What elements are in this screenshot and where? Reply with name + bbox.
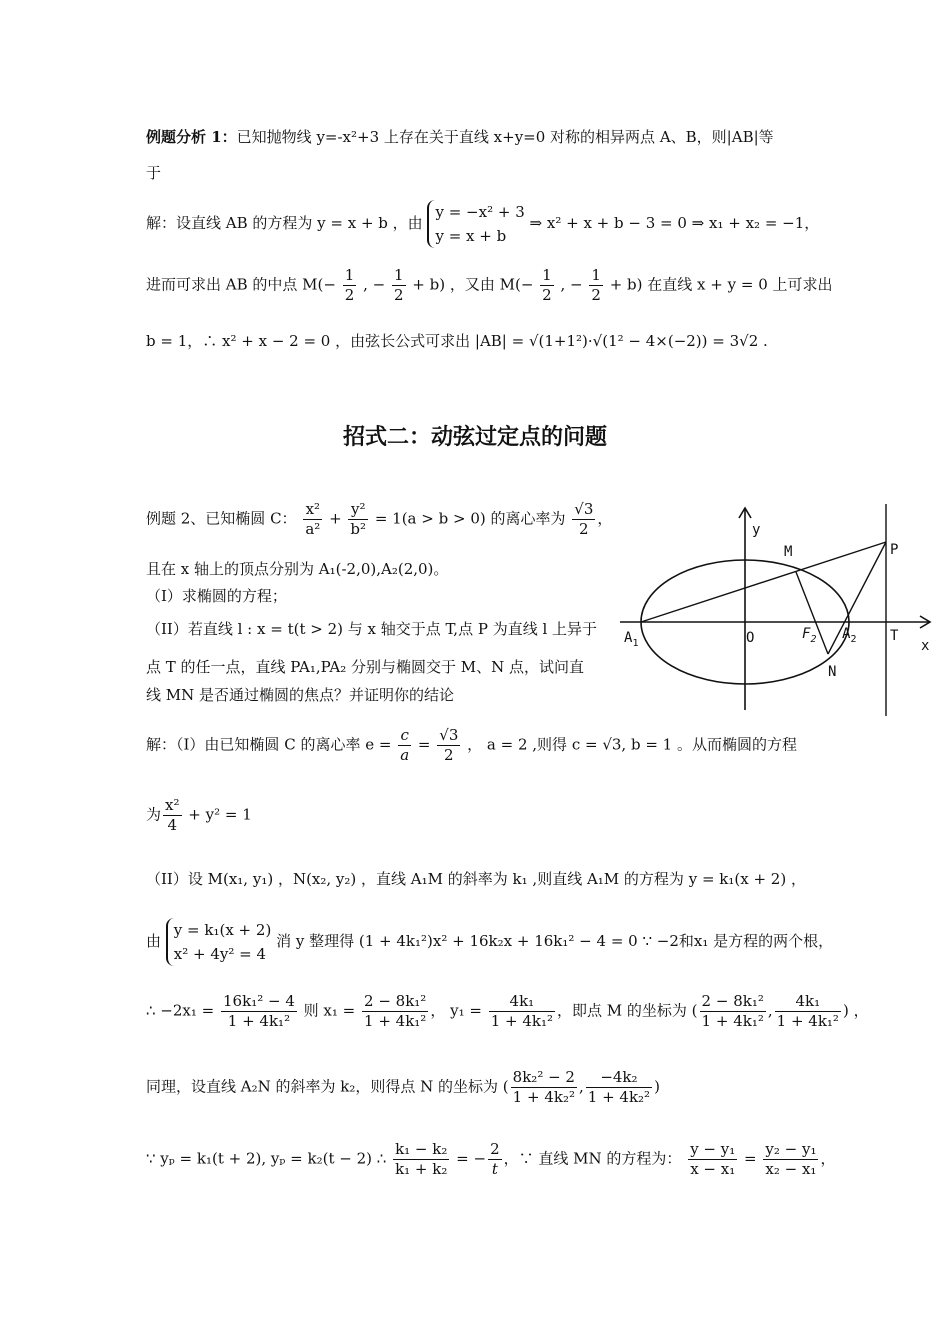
frac-den: b²: [350, 519, 367, 538]
frac-num: 4k₁: [489, 992, 555, 1012]
ellipse-figure: [618, 504, 944, 716]
label-A1-letter: A: [624, 630, 633, 646]
example2-solution-line6: [146, 1068, 660, 1107]
example2-question-part2: （II）若直线 l : x = t(t > 2) 与 x 轴交于点 T,点 P 为直线 l 上异于: [146, 620, 598, 638]
s5-f: ) ，: [842, 1001, 869, 1020]
example1-label: 例题分析 1：: [146, 128, 237, 146]
fraction: [489, 992, 555, 1031]
frac-den: x₂ − x₁: [765, 1159, 817, 1178]
s4-a: 由: [146, 932, 162, 950]
frac-den: 4: [167, 815, 178, 834]
q1-c: ，: [597, 509, 613, 528]
frac-num: x²: [303, 500, 322, 520]
fraction-half: [392, 266, 406, 305]
fraction: [221, 992, 297, 1031]
s7-c: ，∵ 直线 MN 的方程为：: [503, 1149, 682, 1168]
fraction: [488, 1140, 502, 1179]
system2-top: y = k₁(x + 2): [173, 921, 272, 939]
frac-num: x²: [165, 796, 180, 814]
s7-a: ∵ yₚ = k₁(t + 2), yₚ = k₂(t − 2) ∴: [146, 1149, 387, 1168]
frac-den: 1 + 4k₂²: [587, 1087, 651, 1106]
frac-den: 2: [344, 285, 355, 304]
example2-solution-line3: （II）设 M(x₁, y₁) ，N(x₂, y₂) ，直线 A₁M 的斜率为 k₁ ,则直线 A₁M 的方程为 y = k₁(x + 2) ，: [146, 870, 806, 888]
s5-c: ， y₁ =: [430, 1001, 482, 1020]
label-A2-letter: A: [842, 626, 851, 642]
frac-num: 2: [490, 1140, 500, 1158]
label-F2: [802, 626, 816, 645]
fraction: [586, 1068, 652, 1107]
s1-tail: ， a = 2 ,则得 c = √3, b = 1 。从而椭圆的方程: [467, 735, 797, 754]
frac-den: 1 + 4k₁²: [701, 1011, 764, 1030]
s2-a: 为: [146, 805, 162, 824]
s2-b: + y² = 1: [183, 805, 252, 824]
frac-num: 1: [591, 266, 601, 284]
example2-question-line6: 线 MN 是否通过椭圆的焦点？并证明你的结论: [146, 686, 455, 704]
s5-a: ∴ −2x₁ =: [146, 1001, 215, 1020]
frac-den: 2: [444, 745, 454, 764]
fraction: [362, 992, 428, 1031]
label-A2-sub: 2: [850, 634, 857, 645]
fraction: [763, 1140, 818, 1179]
frac-den: 2: [591, 285, 601, 304]
example2-question-line5: 点 T 的任一点，直线 PA₁,PA₂ 分别与椭圆交于 M、N 点，试问直: [146, 658, 584, 676]
s6-b: ,: [578, 1077, 584, 1096]
s7-b: = −: [451, 1149, 487, 1168]
sol1-post: ⇒ x² + x + b − 3 = 0 ⇒ x₁ + x₂ = −1，: [529, 214, 820, 232]
example2-solution-line2: [146, 796, 252, 835]
frac-num: k₁ − k₂: [395, 1140, 448, 1158]
sol2-b: , −: [363, 275, 386, 294]
frac-num: −4k₂: [586, 1068, 652, 1088]
example1-solution-line3: b = 1，∴ x² + x − 2 = 0 ，由弦长公式可求出 |AB| = √(1+1²)·√(1² − 4×(−2)) = 3√2 .: [146, 332, 768, 350]
example1-problem-line1: [146, 126, 774, 147]
q1-b: = 1(a > b > 0) 的离心率为: [374, 509, 566, 528]
fraction: [775, 992, 841, 1031]
section-title: 招式二：动弦过定点的问题: [342, 425, 607, 450]
example2-question-part1: （I）求椭圆的方程；: [146, 587, 287, 605]
example1-problem: 已知抛物线 y=-x²+3 上存在关于直线 x+y=0 对称的相异两点 A、B，则|AB|等: [236, 128, 774, 146]
frac-num: 4k₁: [775, 992, 841, 1012]
label-N: N: [828, 664, 837, 680]
s4-b: 消 y 整理得 (1 + 4k₁²)x² + 16k₂x + 16k₁² − 4 = 0 ∵ −2和x₁ 是方程的两个根，: [276, 932, 834, 950]
label-F2-sub: 2: [810, 634, 817, 645]
fraction-half: [589, 266, 603, 305]
sol2-a: 进而可求出 AB 的中点 M(−: [146, 275, 336, 294]
fraction: [688, 1140, 737, 1179]
frac-den: 1 + 4k₂²: [512, 1087, 575, 1106]
fraction: [511, 1068, 577, 1107]
frac-den: 1 + 4k₁²: [776, 1011, 839, 1030]
frac-num: √3: [439, 726, 459, 744]
frac-num: 16k₁² − 4: [223, 992, 295, 1010]
label-x: x: [921, 638, 930, 654]
frac-den: 1 + 4k₁²: [364, 1011, 427, 1030]
frac-den: 1 + 4k₁²: [490, 1011, 554, 1030]
label-M: M: [784, 544, 793, 560]
label-P: P: [890, 542, 899, 558]
frac-den: a²: [305, 519, 321, 538]
frac-num: c: [398, 726, 411, 746]
frac-num: 1: [344, 266, 355, 284]
fraction-half: [540, 266, 554, 305]
sol2-e: + b) 在直线 x + y = 0 上可求出: [609, 275, 833, 294]
system2-bottom: x² + 4y² = 4: [173, 945, 267, 963]
example2-solution-line7: [146, 1140, 835, 1179]
label-y: y: [752, 522, 761, 538]
frac-num: 2 − 8k₁²: [364, 992, 427, 1010]
frac-num: 1: [542, 266, 552, 284]
label-T: T: [890, 628, 899, 644]
example2-solution-line5: [146, 992, 869, 1031]
s1-a: 解：（I）由已知椭圆 C 的离心率 e =: [146, 735, 392, 754]
s5-e: ,: [767, 1001, 773, 1020]
s1-b: =: [413, 735, 436, 754]
fraction-y2-b2: [348, 500, 368, 539]
frac-den: a: [400, 745, 410, 764]
system1-bottom: y = x + b: [435, 227, 507, 245]
label-A1: [624, 630, 638, 649]
plus: +: [324, 509, 347, 528]
example2-question-line1: [146, 500, 612, 539]
equation-system-1: [427, 200, 524, 248]
frac-num: y − y₁: [690, 1140, 736, 1158]
fraction-c-a: [398, 726, 411, 765]
frac-num: 1: [393, 266, 404, 284]
sol1-pre: 解：设直线 AB 的方程为 y = x + b ，由: [146, 214, 423, 232]
example2-solution-line1: [146, 726, 797, 765]
frac-den: t: [491, 1159, 498, 1178]
fraction: [393, 1140, 449, 1179]
example1-problem-line2: 于: [146, 164, 162, 182]
example2-solution-line4: [146, 918, 833, 966]
equation-system-2: [166, 918, 272, 966]
frac-num: 8k₂² − 2: [512, 1068, 575, 1086]
s7-d: =: [739, 1149, 762, 1168]
label-F2-letter: F: [802, 626, 811, 642]
system1-top: y = −x² + 3: [435, 203, 525, 221]
frac-den: 1 + 4k₁²: [227, 1011, 291, 1030]
example2-question-line2: 且在 x 轴上的顶点分别为 A₁(-2,0),A₂(2,0)。: [146, 560, 449, 578]
q1-a: 例题 2、已知椭圆 C：: [146, 509, 297, 528]
frac-num: y₂ − y₁: [765, 1140, 817, 1158]
frac-den: k₁ + k₂: [395, 1159, 448, 1178]
fraction-root3-2: [437, 726, 460, 765]
frac-num: √3: [574, 500, 594, 518]
frac-den: 2: [542, 285, 552, 304]
sol2-c: + b) ，又由 M(−: [412, 275, 534, 294]
frac-den: x − x₁: [690, 1159, 736, 1178]
fraction-eccentricity: [572, 500, 595, 539]
frac-num: y²: [348, 500, 368, 520]
fraction-half: [343, 266, 357, 305]
sol2-d: , −: [560, 275, 583, 294]
fraction: [700, 992, 766, 1031]
s6-c: ): [654, 1077, 660, 1096]
label-A1-sub: 1: [632, 638, 639, 649]
s6-a: 同理，设直线 A₂N 的斜率为 k₂，则得点 N 的坐标为 (: [146, 1077, 509, 1096]
example1-solution-line2: [146, 266, 833, 305]
line-PA1: [641, 542, 886, 622]
s5-d: ，即点 M 的坐标为 (: [557, 1001, 698, 1020]
fraction-x2-4: [163, 796, 181, 835]
s7-e: ，: [820, 1149, 836, 1168]
fraction-x2-a2: [303, 500, 322, 539]
s5-b: 则 x₁ =: [303, 1001, 356, 1020]
frac-num: 2 − 8k₁²: [701, 992, 764, 1010]
frac-den: 2: [393, 285, 404, 304]
label-origin: O: [746, 630, 755, 646]
frac-den: 2: [579, 519, 589, 538]
example1-solution-line1: [146, 200, 819, 248]
